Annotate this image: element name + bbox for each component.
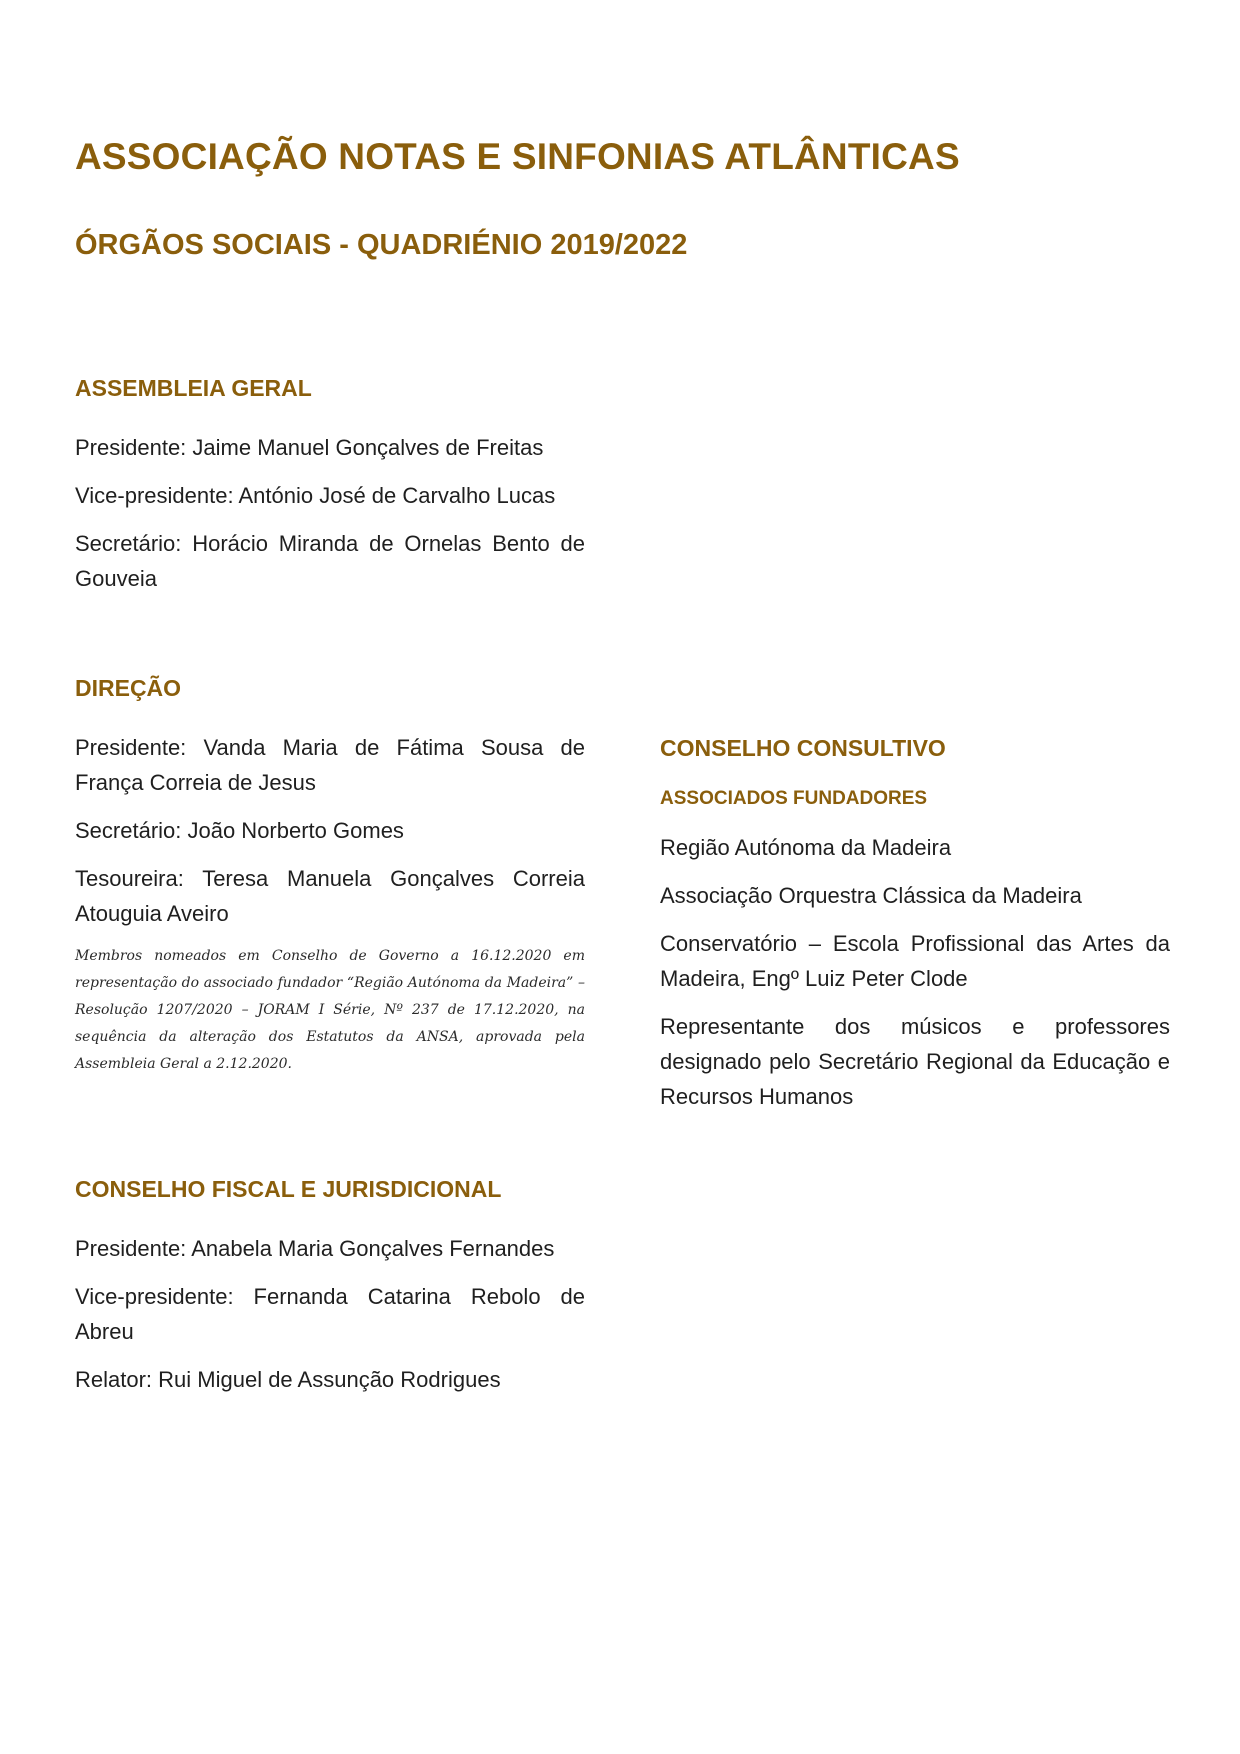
direcao-section [75,675,585,1078]
direcao-nomination-note: Membros nomeados em Conselho de Governo a 16.12.2020 em representação do associado fundador “Região Autónoma da Madeira” – Resolução 1207/2020 – JORAM I Série, Nº 237 de 17.12.2020, na sequência da alteração dos Estatutos da ANSA, aprovada pela Assembleia Geral a 2.12.2020. [75,948,585,1072]
consultivo-member: Conservatório – Escola Profissional das Artes da Madeira, Engº Luiz Peter Clode [660,931,1170,991]
fiscal-presidente: Presidente: Anabela Maria Gonçalves Fernandes [75,1236,555,1261]
consultivo-member: Região Autónoma da Madeira [660,835,952,860]
assembleia-vice-presidente: Vice-presidente: António José de Carvalho Lucas [75,483,556,508]
assembleia-presidente: Presidente: Jaime Manuel Gonçalves de Freitas [75,435,544,460]
direcao-secretario: Secretário: João Norberto Gomes [75,818,404,843]
fiscal-vice-presidente: Vice-presidente: Fernanda Catarina Rebolo de Abreu [75,1284,585,1344]
section-heading-conselho-fiscal: CONSELHO FISCAL E JURISDICIONAL [75,1176,502,1202]
conselho-consultivo-section [660,735,1170,1114]
direcao-presidente: Presidente: Vanda Maria de Fátima Sousa de França Correia de Jesus [75,735,585,795]
document-title: ASSOCIAÇÃO NOTAS E SINFONIAS ATLÂNTICAS [75,136,960,177]
consultivo-member: Associação Orquestra Clássica da Madeira [660,883,1082,908]
subsection-heading-associados-fundadores: ASSOCIADOS FUNDADORES [660,788,928,809]
direcao-tesoureira: Tesoureira: Teresa Manuela Gonçalves Correia Atouguia Aveiro [75,866,585,926]
assembleia-secretario: Secretário: Horácio Miranda de Ornelas Bento de Gouveia [75,531,585,591]
section-heading-assembleia-geral: ASSEMBLEIA GERAL [75,375,312,401]
assembleia-geral-section [75,375,585,596]
section-heading-direcao: DIREÇÃO [75,675,182,701]
document-subtitle: ÓRGÃOS SOCIAIS - QUADRIÉNIO 2019/2022 [75,229,688,261]
fiscal-relator: Relator: Rui Miguel de Assunção Rodrigues [75,1367,501,1392]
consultivo-member: Representante dos músicos e professores designado pelo Secretário Regional da Educação e Recursos Humanos [660,1014,1170,1109]
section-heading-conselho-consultivo: CONSELHO CONSULTIVO [660,735,946,761]
conselho-fiscal-section [75,1176,585,1397]
